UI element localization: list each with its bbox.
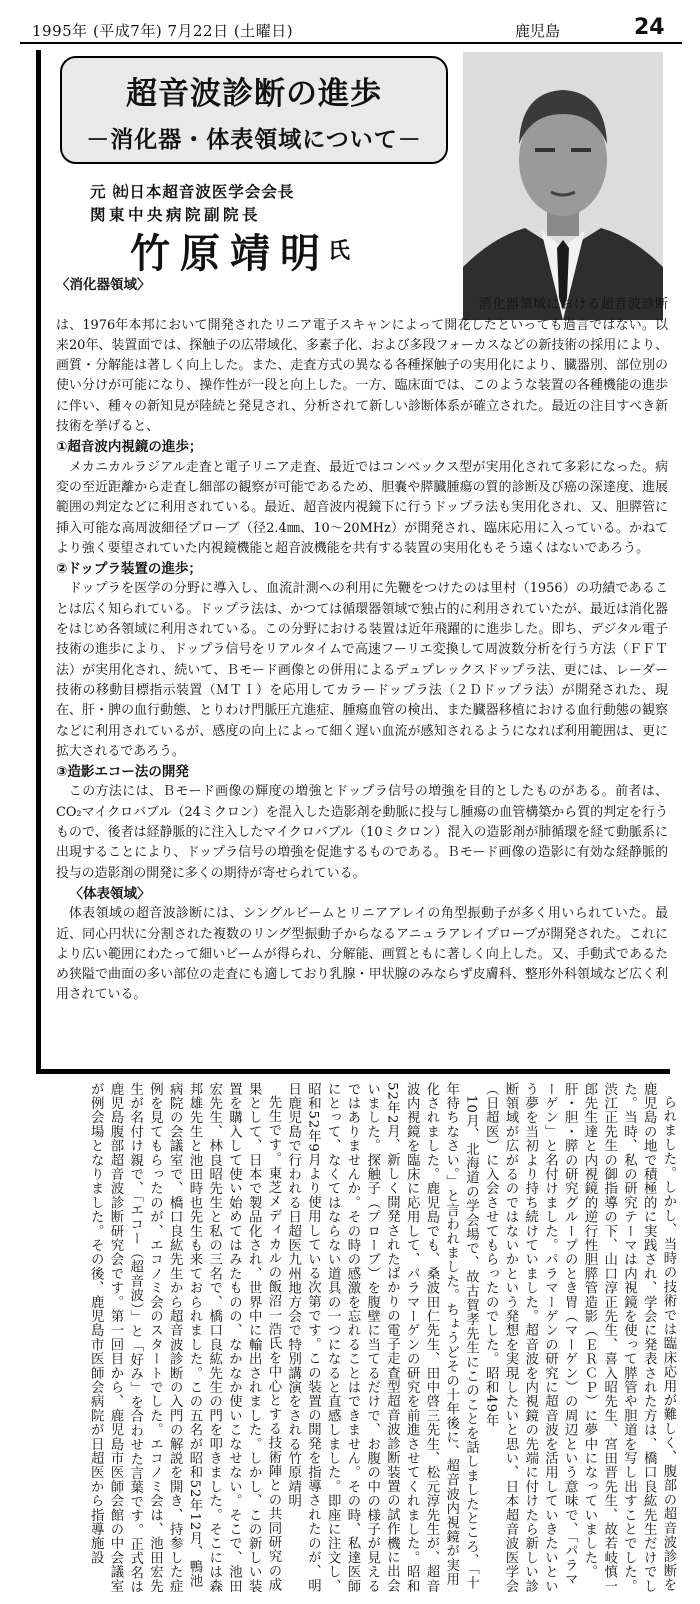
section-heading-endoscope: ①超音波内視鏡の進歩；	[56, 439, 203, 456]
essay-column-2: 10月、北海道の学会場で、故古賀孝先生にこのことを話しましたところ、「十年待ちなさい。」と言われました。ちょうどその十年後に、超音波内視鏡が実用化されました。鹿児島でも、桑波田仁先生、田中啓三先生、松元淳先生が、超音波内視鏡を臨床に応用して、パラマーゲンの研究を前進させてくれました。昭和52年2月、新しく開発されたばかりの電子走査型超音波診断装置の試作機に出会いました。探触子（プローブ）を腹壁に当てるだけで、お腹の中の様子が見えるではありませんか。その時の感激を忘れることはできません。その時、私達医師にとって、なくてはならない道具の一つになると直感しました。即座に注文し、昭和52年9月より使用している次第です。この装置の開発を指導されたのが、明日鹿児島で行われる日超医九州地方会で特別講演をされる竹原靖明	[285, 1082, 479, 1594]
author-name: 竹原靖明	[130, 230, 330, 277]
paragraph-doppler: ドップラを医学の分野に導入し、血流計測への利用に先鞭をつけたのは里村（1956）の功績であることは広く知られている。ドップラ法は、かつては循環器領域で独占的に利用されていたが、最近は消化器をはじめ各領域に利用されている。この分野における装置は近年飛躍的に進歩した。即ち、デジタル電子技術の進歩により、ドップラ信号をリアルタイムで高速フーリエ変換して周波数分析を行う方法（ＦＦＴ法）が実用化され、続いて、Ｂモード画像との併用によるデュプレックスドップラ法、更には、レーダー技術の移動目標指示装置（ＭＴＩ）を応用してカラードップラ法（２Ｄドップラ法）が開発された、現在、肝・脾の血行動態、とりわけ門脈圧亢進症、腫瘍血管の検出、また臓器移植における血行動態の観察などに利用されているが、感度の向上によって細く遅い血流が感知されるようになれば利用範囲は、更に拡大されるであろう。	[56, 581, 668, 759]
paragraph-digestive: 消化器領域における超音波診断は、1976年本邦において開発されたリニア電子スキャンによって開花したといっても過言ではない。以来20年、装置面では、探触子の広帯域化、多素子化、および多段フォーカスなどの新技術の採用により、画質・分解能は著しく向上した。また、走査方式の異なる各種探触子の実用化により、臓器別、部位別の使い分けが可能になり、操作性が一段と向上した。一方、臨床面では、このような装置の各種機能の進歩に伴い、種々の新知見が陸続と発見され、分析されて新しい診断体系が確立された。最近の注目すべき新技術を挙げると、	[56, 297, 668, 435]
paragraph-endoscope: メカニカルラジアル走査と電子リニア走査、最近ではコンベックス型が実用化されて多彩になった。病変の至近距離から走査し細部の観察が可能であるため、胆嚢や膵臓腫瘍の質的診断及び癌の深達度、進展範囲の判定などに利用されている。最近、超音波内視鏡下に行うドップラ法も実用化され、又、胆膵管に挿入可能な高周波細径プローブ（径2.4㎜、10～20MHz）が開発され、臨床応用に入っている。かねてより強く要望されていた内視鏡機能と超音波機能を共有する装置の実用化もそう遠くはないであろう。	[56, 459, 668, 556]
edition-place: 鹿児島	[515, 22, 561, 40]
article-subtitle: －消化器・体表領域について－	[86, 127, 422, 153]
page-header	[20, 14, 682, 44]
issue-date: 1995年 (平成7年) 7月22日 (土曜日)	[32, 22, 294, 40]
author-affiliation-1: 元 ㈳日本超音波医学会会長	[90, 183, 295, 201]
section-heading-contrast: ③造影エコー法の開発	[56, 764, 189, 781]
title-box	[60, 56, 448, 164]
paragraph-surface: 体表領域の超音波診断には、シングルビームとリニアアレイの角型振動子が多く用いられていた。最近、同心円状に分割された複数のリング型振動子からなるアニュラアレイプローブが開発された。これにより広い範囲にわたって細いビームが得られ、分解能、画質ともに著しく向上した。又、手動式であるため狭隘で曲面の多い部位の走査にも適しており乳腺・甲状腺のみならず皮膚科、整形外科領域など広く利用されている。	[56, 906, 668, 1003]
author-affiliation-2: 関東中央病院副院長	[90, 206, 262, 224]
vertical-essay	[22, 1082, 678, 1594]
essay-column-1: られました。しかし、当時の技術では臨床応用が難しく、腹部の超音波診断を鹿児島の地で積極的に実践され、学会に発表された方は、橋口良紘先生だけでした。当時、私の研究テーマは内視鏡を使って膵管や胆道を写し出すことでした。渋江正先生の御指導の下、山口淳正先生、喜入昭先生、宮田晋先生、故若岐慎一郎先生達と内視鏡的逆行性胆膵管造影（ＥＲＣＰ）に夢中になっていました。肝・胆・膵の研究グループのとき胃（マーゲン）の周辺という意味で、「パラマーゲン」と名付けました。パラマーゲンの研究に超音波を活用していきたいという夢を当初より持ち続けていました。超音波を内視鏡の先端に付けたら新しい診断領域が広がるのではないかという発想を実現したいと思い、日本超音波医学会（日超医）に入会させてもらったのでした。昭和49年	[483, 1082, 676, 1594]
author-honorific: 氏	[328, 238, 351, 264]
section-heading-doppler: ②ドップラ装置の進歩；	[56, 561, 202, 578]
section-heading-digestive: 〈消化器領域〉	[56, 277, 151, 293]
article-body	[56, 275, 668, 1006]
section-heading-surface: 〈体表領域〉	[69, 885, 151, 902]
page-number: 24	[634, 15, 665, 40]
paragraph-contrast: この方法には、Ｂモード画像の輝度の増強とドップラ信号の増強を目的としたものがある。前者は、CO₂マイクロバブル（24ミクロン）を混入した造影剤を動脈に投与し腫瘍の血管構築から質的判定を行うもので、後者は経静脈的に注入したマイクロバブル（10ミクロン）混入の造影剤が肺循環を経て動脈系に出現することにより、ドップラ信号の増強を促進するものである。Ｂモード画像の造影に有効な経静脈的投与の造影剤の開発に多くの期待が寄せられている。	[56, 784, 668, 881]
article-title: 超音波診断の進歩	[126, 76, 382, 112]
essay-column-3: 先生です。東芝メディカルの飯沼一浩氏を中心とする技術陣との共同研究の成果として、日本で製品化され、世界中に輸出されました。しかし、この新しい装置を購入して使い始めてはみたものの、なかなか使いこなせない。そこで、池田宏先生、林良昭先生と私の三名で、橋口良紘先生の門を叩きました。そこには森邦雄先生と池田時也先生も来ておられました。この五名が昭和52年12月、鴨池病院の会議室で、橋口良紘先生から超音波診断の入門の解説を開き、持参した症例を見てもらったのが、エコノミ会のスタートでした。エコノミ会は、池田宏先生が名付け親で、「エコー（超音波）」と「好み」を合わせた言葉です。正式名は鹿児島腹部超音波診断研究会です。第一回目から、鹿児島市医師会館の中会議室が例会場となりました。その後、鹿児島市医師会病院が日超医から指導施設	[88, 1082, 281, 1594]
